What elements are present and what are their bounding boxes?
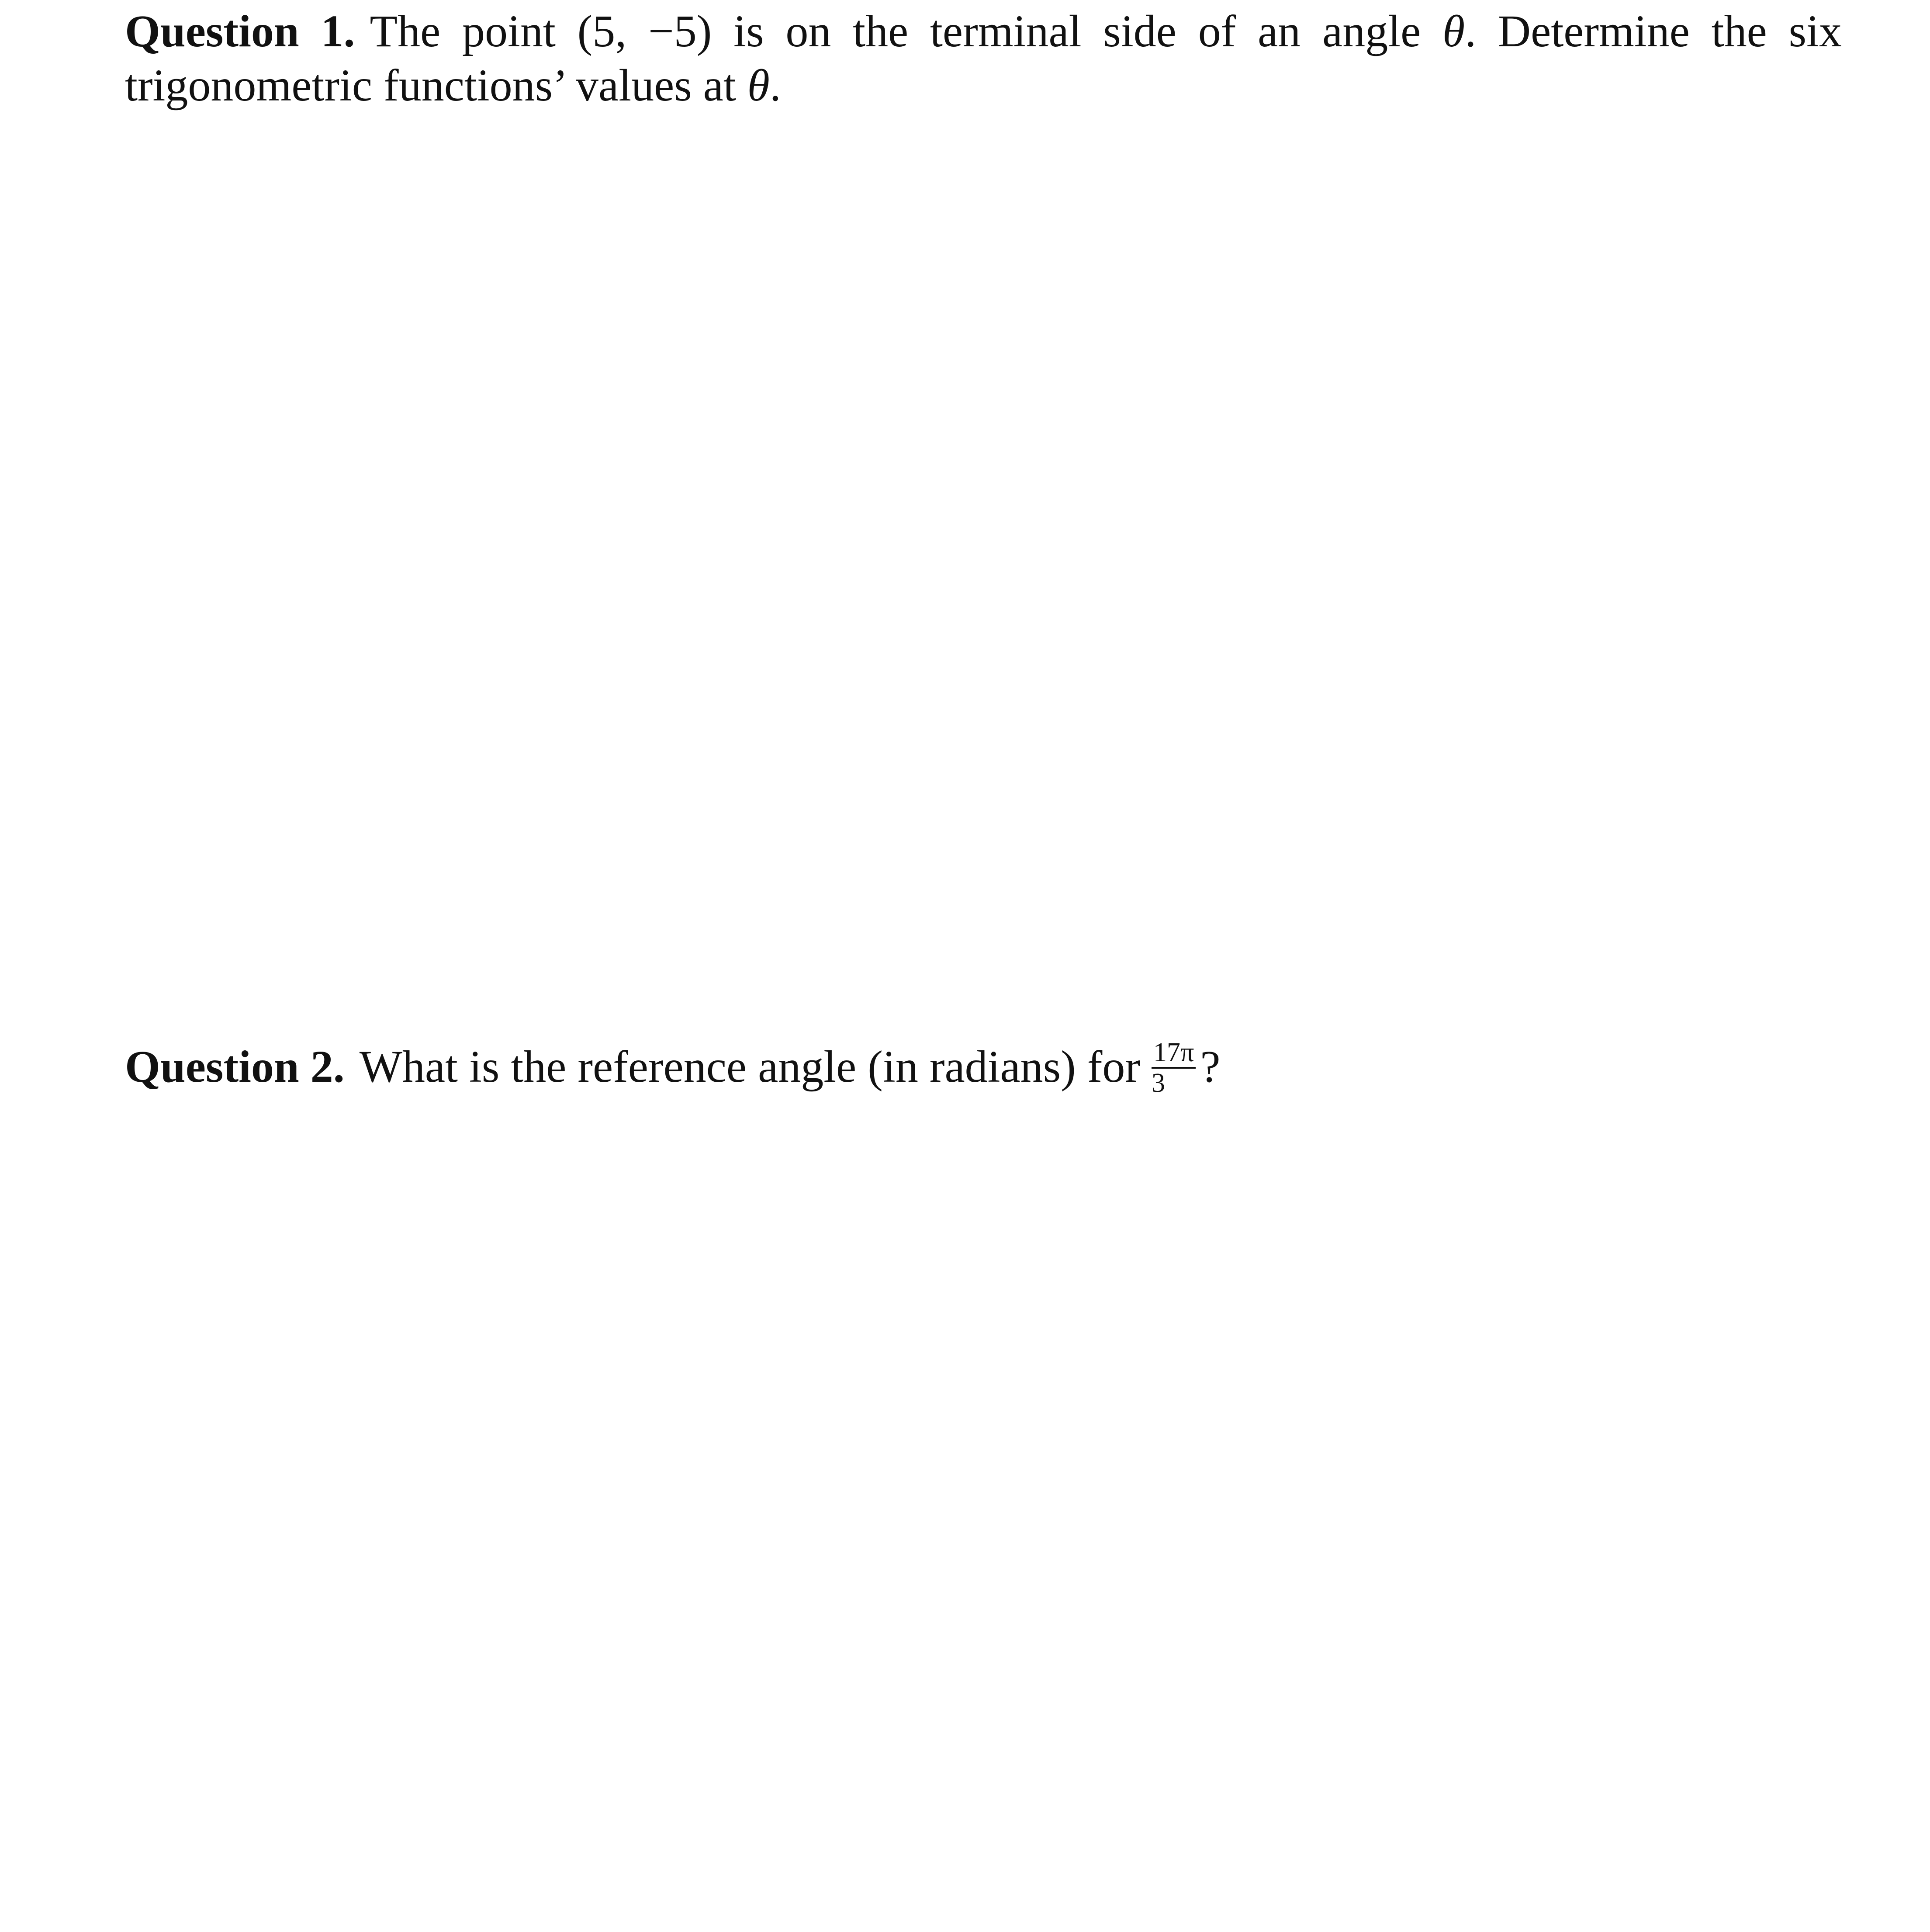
fraction-denominator: 3 bbox=[1152, 1068, 1166, 1098]
question-1-label: Question 1. bbox=[125, 6, 355, 56]
question-1-text-end: . bbox=[769, 60, 781, 111]
question-2-label: Question 2. bbox=[125, 1042, 345, 1092]
question-1-theta-2: θ bbox=[747, 60, 770, 111]
fraction-17pi-over-3 bbox=[1152, 1039, 1196, 1097]
question-2-text-end: ? bbox=[1200, 1042, 1221, 1092]
question-1 bbox=[125, 4, 1842, 113]
fraction-numerator: 17π bbox=[1152, 1039, 1196, 1069]
question-1-text-a: The point (5, −5) is on the terminal side of an angle bbox=[370, 6, 1443, 56]
question-2-text: What is the reference angle (in radians) for bbox=[359, 1042, 1141, 1092]
question-1-text-b: . Determine the six trigonometric functions’ values at bbox=[125, 6, 1842, 111]
question-2 bbox=[125, 1040, 1842, 1100]
question-1-theta: θ bbox=[1442, 6, 1465, 56]
